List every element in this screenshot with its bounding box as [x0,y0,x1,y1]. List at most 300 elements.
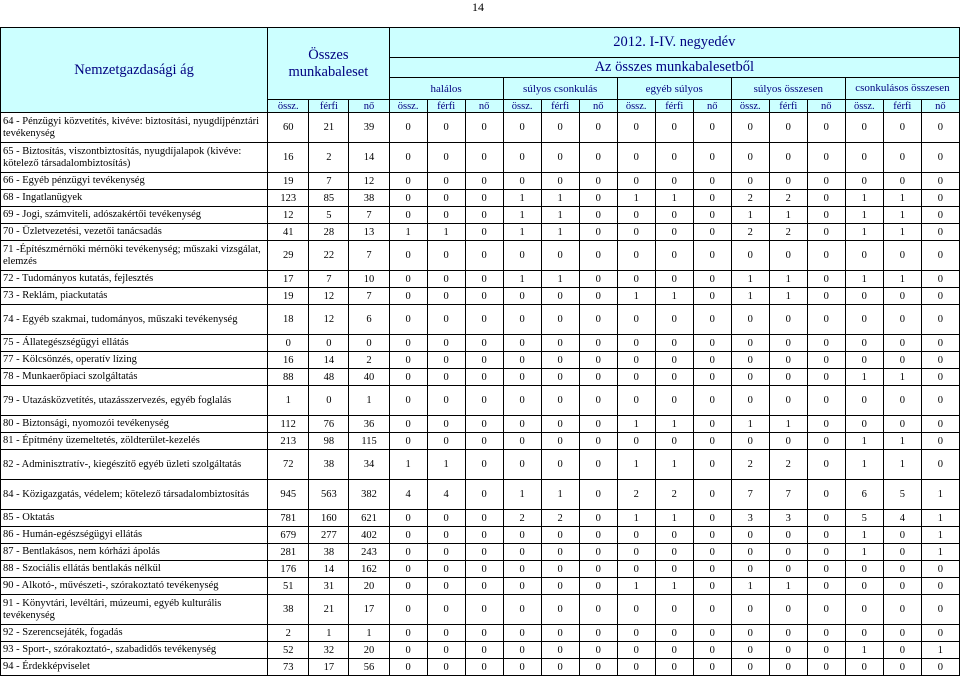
value-cell: 12 [268,207,309,224]
value-cell: 0 [921,288,959,305]
value-cell: 0 [883,625,921,642]
value-cell: 0 [655,173,693,190]
value-cell: 0 [807,224,845,241]
row-label: 71 -Építészmérnöki mérnöki tevékenység; műszaki vizsgálat, elemzés [1,241,268,271]
value-cell: 3 [731,510,769,527]
value-cell: 0 [579,386,617,416]
value-cell: 0 [731,561,769,578]
row-label: 77 - Kölcsönzés, operatív lízing [1,352,268,369]
value-cell: 0 [807,271,845,288]
value-cell: 0 [921,173,959,190]
value-cell: 2 [731,224,769,241]
value-cell: 0 [427,416,465,433]
value-cell: 0 [655,659,693,676]
value-cell: 0 [268,335,309,352]
value-cell: 0 [731,595,769,625]
value-cell: 176 [268,561,309,578]
value-cell: 0 [427,271,465,288]
value-cell: 0 [655,224,693,241]
value-cell: 0 [579,305,617,335]
value-cell: 0 [465,480,503,510]
row-label: 82 - Adminisztratív-, kiegészítő egyéb üzleti szolgáltatás [1,450,268,480]
value-cell: 0 [579,510,617,527]
value-cell: 1 [883,190,921,207]
table-row [1,241,960,271]
value-cell: 0 [503,143,541,173]
value-cell: 0 [807,450,845,480]
value-cell: 0 [807,561,845,578]
value-cell: 2 [769,190,807,207]
value-cell: 0 [465,642,503,659]
value-cell: 0 [807,386,845,416]
value-cell: 6 [349,305,389,335]
value-cell: 0 [389,433,427,450]
sub-header-female: nő [807,100,845,113]
value-cell: 0 [883,305,921,335]
value-cell: 0 [503,305,541,335]
value-cell: 0 [579,224,617,241]
value-cell: 0 [579,335,617,352]
value-cell: 1 [845,224,883,241]
value-cell: 0 [617,271,655,288]
value-cell: 0 [921,241,959,271]
value-cell: 0 [845,561,883,578]
value-cell: 0 [693,271,731,288]
value-cell: 14 [309,352,349,369]
value-cell: 679 [268,527,309,544]
value-cell: 0 [617,642,655,659]
value-cell: 0 [769,143,807,173]
value-cell: 0 [503,595,541,625]
value-cell: 0 [845,113,883,143]
row-label: 74 - Egyéb szakmai, tudományos, műszaki tevékenység [1,305,268,335]
value-cell: 56 [349,659,389,676]
value-cell: 0 [883,288,921,305]
value-cell: 0 [883,241,921,271]
value-cell: 0 [465,510,503,527]
value-cell: 0 [807,352,845,369]
value-cell: 0 [693,625,731,642]
value-cell: 60 [268,113,309,143]
value-cell: 1 [389,450,427,480]
row-label: 70 - Üzletvezetési, vezetői tanácsadás [1,224,268,241]
row-label: 85 - Oktatás [1,510,268,527]
table-row [1,527,960,544]
value-cell: 6 [845,480,883,510]
value-cell: 0 [579,190,617,207]
value-cell: 52 [268,642,309,659]
value-cell: 0 [807,288,845,305]
value-cell: 0 [769,386,807,416]
value-cell: 1 [921,480,959,510]
value-cell: 0 [541,659,579,676]
value-cell: 0 [503,335,541,352]
value-cell: 0 [389,595,427,625]
value-cell: 2 [309,143,349,173]
value-cell: 10 [349,271,389,288]
value-cell: 0 [921,595,959,625]
row-label: 64 - Pénzügyi közvetítés, kivéve: biztosítási, nyugdíjpénztári tevékenység [1,113,268,143]
value-cell: 21 [309,113,349,143]
value-cell: 0 [389,288,427,305]
value-cell: 0 [655,642,693,659]
value-cell: 0 [503,625,541,642]
value-cell: 0 [389,113,427,143]
value-cell: 0 [693,305,731,335]
value-cell: 1 [731,578,769,595]
value-cell: 4 [389,480,427,510]
value-cell: 0 [921,207,959,224]
value-cell: 0 [503,113,541,143]
table-header [1,28,960,113]
value-cell: 1 [883,207,921,224]
value-cell: 0 [921,271,959,288]
value-cell: 1 [503,190,541,207]
value-cell: 0 [731,143,769,173]
value-cell: 0 [389,527,427,544]
value-cell: 0 [883,659,921,676]
row-label: 81 - Építmény üzemeltetés, zöldterület-kezelés [1,433,268,450]
value-cell: 0 [655,527,693,544]
value-cell: 0 [503,544,541,561]
value-cell: 0 [541,369,579,386]
value-cell: 38 [309,450,349,480]
value-cell: 5 [883,480,921,510]
value-cell: 0 [389,207,427,224]
value-cell: 0 [579,143,617,173]
value-cell: 14 [309,561,349,578]
value-cell: 0 [579,527,617,544]
value-cell: 0 [427,207,465,224]
value-cell: 0 [655,335,693,352]
value-cell: 0 [579,578,617,595]
value-cell: 32 [309,642,349,659]
value-cell: 1 [655,416,693,433]
value-cell: 0 [465,143,503,173]
value-cell: 0 [427,305,465,335]
value-cell: 0 [389,190,427,207]
value-cell: 41 [268,224,309,241]
value-cell: 0 [389,642,427,659]
value-cell: 0 [541,544,579,561]
value-cell: 1 [503,224,541,241]
value-cell: 0 [465,369,503,386]
value-cell: 1 [541,190,579,207]
value-cell: 36 [349,416,389,433]
value-cell: 0 [503,241,541,271]
value-cell: 0 [617,173,655,190]
value-cell: 5 [309,207,349,224]
value-cell: 0 [579,595,617,625]
value-cell: 0 [921,625,959,642]
value-cell: 0 [427,369,465,386]
value-cell: 1 [769,578,807,595]
table-row [1,386,960,416]
sub-header-total: össz. [845,100,883,113]
value-cell: 0 [503,416,541,433]
value-cell: 1 [845,271,883,288]
value-cell: 0 [655,386,693,416]
value-cell: 0 [389,143,427,173]
value-cell: 7 [731,480,769,510]
value-cell: 0 [807,113,845,143]
value-cell: 0 [427,173,465,190]
value-cell: 0 [617,369,655,386]
value-cell: 0 [541,386,579,416]
sub-header-female: nő [349,100,389,113]
value-cell: 0 [309,386,349,416]
row-label: 90 - Alkotó-, művészeti-, szórakoztató tevékenység [1,578,268,595]
value-cell: 2 [731,450,769,480]
value-cell: 0 [465,450,503,480]
row-label: 68 - Ingatlanügyek [1,190,268,207]
value-cell: 0 [541,335,579,352]
value-cell: 1 [655,578,693,595]
table-row [1,578,960,595]
value-cell: 0 [655,352,693,369]
value-cell: 0 [541,527,579,544]
value-cell: 0 [617,527,655,544]
value-cell: 0 [465,207,503,224]
value-cell: 0 [427,335,465,352]
value-cell: 0 [617,561,655,578]
value-cell: 0 [503,527,541,544]
value-cell: 402 [349,527,389,544]
value-cell: 0 [617,143,655,173]
row-label: 91 - Könyvtári, levéltári, múzeumi, egyéb kulturális tevékenység [1,595,268,625]
value-cell: 0 [693,207,731,224]
value-cell: 0 [389,510,427,527]
value-cell: 0 [617,335,655,352]
value-cell: 0 [693,510,731,527]
value-cell: 621 [349,510,389,527]
value-cell: 0 [769,544,807,561]
group-header-severe-total: súlyos összesen [731,78,845,100]
value-cell: 0 [921,224,959,241]
value-cell: 0 [465,433,503,450]
value-cell: 48 [309,369,349,386]
value-cell: 0 [655,207,693,224]
value-cell: 213 [268,433,309,450]
value-cell: 0 [731,352,769,369]
value-cell: 0 [921,190,959,207]
value-cell: 0 [427,386,465,416]
value-cell: 0 [389,335,427,352]
value-cell: 0 [427,433,465,450]
value-cell: 39 [349,113,389,143]
value-cell: 29 [268,241,309,271]
value-cell: 0 [655,544,693,561]
value-cell: 0 [541,642,579,659]
value-cell: 0 [655,305,693,335]
value-cell: 0 [845,241,883,271]
table-row [1,561,960,578]
value-cell: 1 [769,271,807,288]
value-cell: 0 [883,143,921,173]
value-cell: 0 [579,416,617,433]
table-row [1,416,960,433]
value-cell: 1 [921,544,959,561]
value-cell: 0 [769,659,807,676]
value-cell: 0 [465,595,503,625]
value-cell: 0 [617,659,655,676]
value-cell: 0 [503,386,541,416]
value-cell: 0 [883,416,921,433]
value-cell: 0 [541,433,579,450]
value-cell: 0 [769,305,807,335]
value-cell: 85 [309,190,349,207]
value-cell: 1 [731,416,769,433]
value-cell: 20 [349,578,389,595]
value-cell: 1 [617,578,655,595]
value-cell: 1 [541,480,579,510]
value-cell: 0 [921,369,959,386]
value-cell: 0 [693,335,731,352]
value-cell: 0 [579,659,617,676]
value-cell: 0 [503,369,541,386]
value-cell: 0 [807,595,845,625]
value-cell: 1 [883,369,921,386]
value-cell: 14 [349,143,389,173]
value-cell: 0 [845,335,883,352]
value-cell: 0 [427,113,465,143]
value-cell: 0 [541,288,579,305]
value-cell: 0 [807,544,845,561]
value-cell: 0 [427,595,465,625]
value-cell: 0 [693,386,731,416]
value-cell: 0 [465,173,503,190]
table-row [1,369,960,386]
total-header: Összes munkabaleset [268,28,389,100]
value-cell: 0 [693,450,731,480]
value-cell: 0 [465,386,503,416]
value-cell: 0 [617,544,655,561]
value-cell: 0 [845,143,883,173]
value-cell: 0 [655,433,693,450]
value-cell: 0 [465,288,503,305]
value-cell: 0 [579,173,617,190]
sub-header-male: férfi [655,100,693,113]
value-cell: 1 [427,450,465,480]
value-cell: 72 [268,450,309,480]
value-cell: 0 [465,544,503,561]
value-cell: 1 [309,625,349,642]
value-cell: 0 [807,659,845,676]
value-cell: 0 [389,271,427,288]
value-cell: 0 [503,578,541,595]
value-cell: 0 [731,369,769,386]
value-cell: 0 [883,352,921,369]
value-cell: 1 [655,190,693,207]
value-cell: 0 [731,173,769,190]
value-cell: 7 [309,173,349,190]
value-cell: 0 [503,288,541,305]
value-cell: 1 [883,224,921,241]
value-cell: 0 [427,578,465,595]
value-cell: 0 [693,544,731,561]
value-cell: 12 [309,288,349,305]
value-cell: 1 [845,527,883,544]
value-cell: 1 [503,271,541,288]
value-cell: 277 [309,527,349,544]
value-cell: 0 [655,561,693,578]
value-cell: 1 [617,450,655,480]
value-cell: 28 [309,224,349,241]
value-cell: 0 [465,561,503,578]
value-cell: 0 [769,595,807,625]
value-cell: 0 [693,143,731,173]
sub-header-female: nő [465,100,503,113]
value-cell: 16 [268,143,309,173]
value-cell: 0 [579,480,617,510]
value-cell: 0 [769,433,807,450]
value-cell: 1 [389,224,427,241]
value-cell: 1 [731,288,769,305]
table-row [1,352,960,369]
value-cell: 1 [503,207,541,224]
value-cell: 0 [731,113,769,143]
table-body [1,113,960,676]
value-cell: 1 [769,416,807,433]
table-row [1,224,960,241]
value-cell: 0 [503,659,541,676]
value-cell: 0 [579,433,617,450]
table-row [1,659,960,676]
value-cell: 0 [427,510,465,527]
value-cell: 98 [309,433,349,450]
value-cell: 563 [309,480,349,510]
value-cell: 0 [541,241,579,271]
value-cell: 0 [921,561,959,578]
value-cell: 7 [349,241,389,271]
row-label: 69 - Jogi, számviteli, adószakértői tevékenység [1,207,268,224]
group-header-amputation-total: csonkulásos összesen [845,78,959,100]
value-cell: 2 [731,190,769,207]
value-cell: 0 [541,352,579,369]
value-cell: 0 [617,433,655,450]
value-cell: 5 [845,510,883,527]
value-cell: 2 [503,510,541,527]
row-label: 86 - Humán-egészségügyi ellátás [1,527,268,544]
value-cell: 0 [579,561,617,578]
value-cell: 0 [921,113,959,143]
value-cell: 19 [268,288,309,305]
value-cell: 0 [921,450,959,480]
value-cell: 12 [309,305,349,335]
value-cell: 0 [579,271,617,288]
value-cell: 0 [807,241,845,271]
value-cell: 2 [617,480,655,510]
value-cell: 1 [655,510,693,527]
value-cell: 0 [693,527,731,544]
value-cell: 1 [883,450,921,480]
value-cell: 0 [807,625,845,642]
value-cell: 0 [807,335,845,352]
value-cell: 0 [845,386,883,416]
value-cell: 20 [349,642,389,659]
value-cell: 0 [693,561,731,578]
row-label: 72 - Tudományos kutatás, fejlesztés [1,271,268,288]
value-cell: 0 [465,305,503,335]
value-cell: 7 [309,271,349,288]
value-cell: 0 [617,241,655,271]
value-cell: 1 [845,190,883,207]
value-cell: 0 [807,305,845,335]
value-cell: 0 [693,416,731,433]
value-cell: 112 [268,416,309,433]
value-cell: 17 [349,595,389,625]
value-cell: 17 [268,271,309,288]
